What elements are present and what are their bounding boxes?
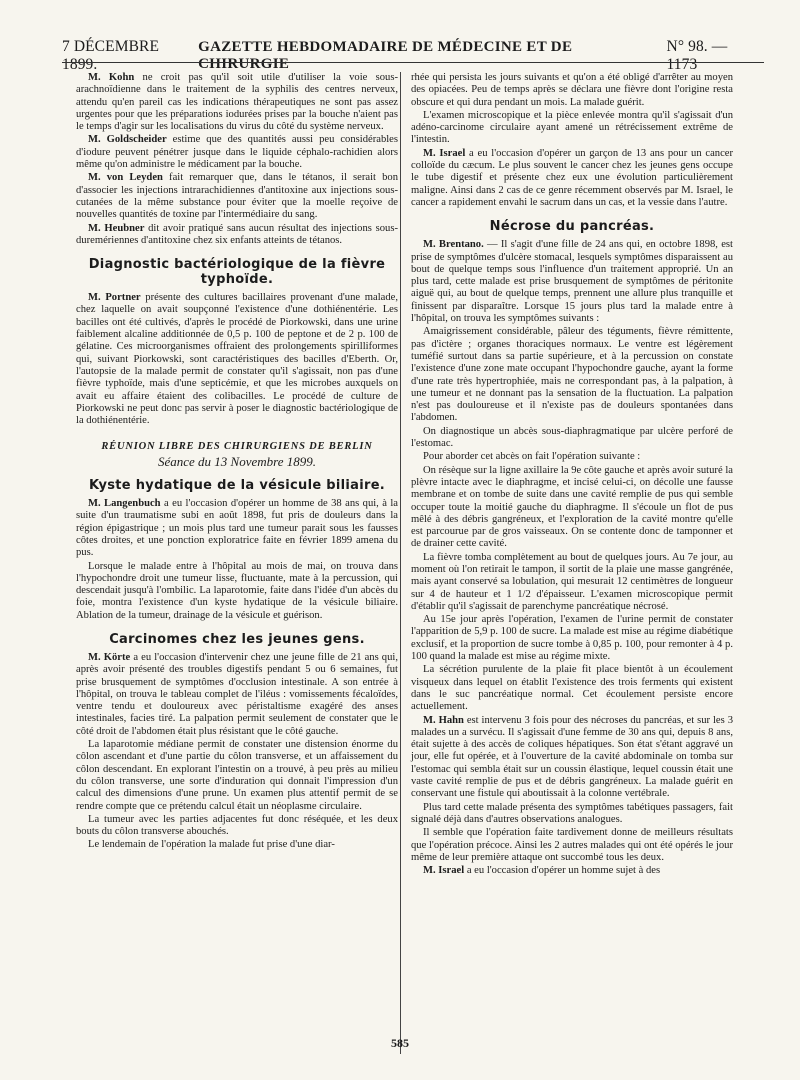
section-heading: Nécrose du pancréas. [489,219,655,235]
paragraph: La tumeur avec les parties adjacentes fut donc réséquée, et les deux bouts du côlon transverse abouchés. [76,813,398,838]
paragraph: Il semble que l'opération faite tardivement donne de meilleurs résultats que l'opération précoce. Ainsi les 2 autres malades qui ont été opérés le jour même de leur première attaque ont succombé tous les deux. [411,827,733,863]
column-divider [400,72,401,1054]
issue-number: N° 98. — 1173 [666,38,728,73]
paragraph: La sécrétion purulente de la plaie fit place bientôt à un écoulement visqueux dans lequel on établit l'existence des trois ferments qui existent dans le suc pancréatique normal. Cet écoulement persiste encore actuellement. [411,664,733,713]
paragraph: M. Hahn est intervenu 3 fois pour des nécroses du pancréas, et sur les 3 malades un a survécu. Il s'agissait d'une femme de 30 ans qui, depuis 8 ans, était sujette à des accès de coliques hépatiques. Son état s'étant aggravé un jour, elle fut opérée, et à l'ouverture de la cavité abdominale on tomba sur l'estomac qui sembla était sur un coussin élastique, lequel coussin était une vaste cavité remplie de pus et de débris gangréneux. La malade guérit en conservant une fistule qui aboutissait à la colonne vertébrale. [411,714,733,800]
right-column [411,72,733,878]
speaker-name: M. Portner [88,292,141,304]
society-heading: RÉUNION LIBRE DES CHIRURGIENS DE BERLIN [101,441,373,453]
speaker-name: M. von Leyden [88,172,163,184]
paragraph: Plus tard cette malade présenta des symptômes tabétiques passagers, fait signalé déjà dans d'autres observations analogues. [411,801,733,825]
paragraph: On diagnostique un abcès sous-diaphragmatique par ulcère perforé de l'estomac. [411,425,733,450]
header-date: 7 DÉCEMBRE 1899. [62,38,160,73]
speaker-name: M. Brentano. [423,239,484,251]
paragraph: Le lendemain de l'opération la malade fut prise d'une diar- [88,839,335,851]
speaker-name: M. Körte [88,651,131,663]
speaker-name: M. Hahn [423,714,464,726]
speaker-name: M. Israel [423,865,465,877]
left-column [76,72,398,853]
journal-title: GAZETTE HEBDOMADAIRE DE MÉDECINE ET DE CHIRURGIE [198,39,573,72]
paragraph: M. Brentano. — Il s'agit d'une fille de 24 ans qui, en octobre 1898, est prise de symptômes d'ulcère stomacal, lesquels symptômes disparaissent au bout de quelque temps sous l'influence d'un traitement approprié. Un an plus tard, cette malade est prise brusquement de symptômes de péritonite aiguë qui, au bout de quelque temps, prennent une allure plus tranquille et finissent par disparaître. Lorsque 15 jours plus tard la malade entre à l'hôpital, on trouva les symptômes suivants : [411,239,733,325]
paragraph: M. Israel a eu l'occasion d'opérer un homme sujet à des [423,865,661,877]
paragraph: M. Goldscheider estime que des quantités aussi peu considérables d'iodure peuvent pénétrer jusque dans le liquide céphalo-rachidien alors même qu'on administre le médicament par la bouche. [76,134,399,171]
session-date: Séance du 13 Novembre 1899. [157,453,316,469]
paragraph: M. Körte a eu l'occasion d'intervenir chez une jeune fille de 21 ans qui, après avoir présenté des troubles digestifs pendant 5 ou 6 semaines, fut prise brusquement de symptômes d'occlusion intestinale. A son entrée à l'hôpital, on trouva le tableau complet de l'iléus : vomissements fécaloïdes, ventre tendu et douloureux avec péristaltisme exagéré des anses intestinales, facies tiré. La palpation permit seulement de constater que le côté droit de l'abdomen était plus résistant que le côté gauche. [76,651,398,737]
paragraph: La fièvre tomba complètement au bout de quelques jours. Au 7e jour, au moment où l'on retirait le tampon, il sortit de la plaie une masse gangrénée, mais ayant conservé sa lobulation, qui mesurait 12 centimètres de longueur sur 4 de hauteur et 1 1/2 d'épaisseur. L'examen microscopique permit d'établir qu'il s'agissait de parenchyme pancréatique nécrosé. [411,551,733,612]
paragraph: M. Israel a eu l'occasion d'opérer un garçon de 13 ans pour un cancer colloïde du cæcum. Le plus souvent le cancer chez les jeunes gens occupe le tube digestif et présente chez eux une évolution particulièrement maligne. Ainsi dans 2 cas de ce genre récemment observés par M. Israel, le cancer a rapidement envahi le sacrum dans un cas, et la vessie dans l'autre. [411,147,733,208]
paragraph: Au 15e jour après l'opération, l'examen de l'urine permit de constater l'apparition de 5,9 p. 100 de sucre. La malade est mise au régime diabétique exclusif, et la proportion de sucre tombe à 0,85 p. 100, pour remonter à 4 p. 100 quand la malade est mise au régime mixte. [411,614,733,663]
paragraph: Amaigrissement considérable, pâleur des téguments, fièvre rémittente, pas d'ictère ; organes thoraciques normaux. Le ventre est légèrement tuméfié surtout dans sa partie supérieure, et à la percussion on constate l'existence d'une zone mate occupant l'hypochondre gauche, ayant la forme d'une rate très hypertrophiée, mais ne correspondant pas, à la palpation, à une tumeur et ne donnant pas la sensation de la fluctuation. La palpation n'est pas douloureuse et il n'existe pas de douleurs spontanées dans l'abdomen. [411,326,733,424]
speaker-name: M. Langenbuch [88,498,161,510]
speaker-name: M. Goldscheider [88,134,167,146]
paragraph: M. Kohn ne croit pas qu'il soit utile d'utiliser la voie sous-arachnoïdienne dans le traitement de la syphilis des centres nerveux, attendu qu'en pareil cas les indications thérapeutiques ne sont pas assez urgentes pour que les préparations iodurées prises par la bouche n'aient pas le temps d'agir sur les localisations du virus du côté du système nerveux. [76,72,398,133]
section-heading: Diagnostic bactériologique de la fièvre typhoïde. [88,257,386,288]
paragraph: M. Langenbuch a eu l'occasion d'opérer un homme de 38 ans qui, à la suite d'un traumatisme subi en août 1898, fut pris de douleurs dans la région épigastrique ; un mois plus tard une tumeur parait sous les fausses côtes droites, et une ponction exploratrice faite en février 1899 amena du pus. [76,498,398,559]
section-heading: Kyste hydatique de la vésicule biliaire. [88,478,386,494]
header-rule [62,62,764,63]
paragraph: Pour aborder cet abcès on fait l'opération suivante : [423,451,641,463]
running-header [62,38,762,73]
speaker-name: M. Israel [423,147,466,159]
paragraph: Lorsque le malade entre à l'hôpital au mois de mai, on trouva dans l'hypochondre droit une tumeur lisse, fluctuante, mate à la percussion, qui descendait jusqu'à l'ombilic. La laparotomie, faite dans l'idée d'un abcès du foie, montra l'existence d'un kyste hydatique de la vésicule biliaire. Ablation de la tumeur, drainage de la vésicule et guérison. [76,560,398,621]
speaker-name: M. Heubner [88,222,145,234]
paragraph: rhée qui persista les jours suivants et qu'on a été obligé d'arrêter au moyen des opiacées. Peu de temps après se déclara une fièvre dont l'origine resta obscure et qui dura pendant un mois. La malade guérit. [411,72,733,108]
paragraph: M. Heubner dit avoir pratiqué sans aucun résultat des injections sous-duremériennes d'antitoxine chez six enfants atteints de tétanos. [76,222,398,246]
speaker-name: M. Kohn [88,72,135,83]
section-heading: Carcinomes chez les jeunes gens. [109,631,365,647]
paragraph: On résèque sur la ligne axillaire la 9e côte gauche et après avoir suturé la plèvre intacte avec le diaphragme, et incisé celui-ci, on décolle une fausse membrane et on tombe de suite dans une cavité remplie de pus qui semble occuper toute la moitié gauche du diaphragme. Il s'écoule un flot de pus mêlé à des débris gangréneux, et l'exploration de la cavité montre qu'elle est parcourue par de gros vaisseaux. On se contente donc de tamponner et de drainer cette cavité. [411,464,733,550]
paragraph: L'examen microscopique et la pièce enlevée montra qu'il s'agissait d'un adéno-carcinome circulaire ayant amené un rétrécissement extrême de l'intestin. [411,109,733,146]
paragraph: La laparotomie médiane permit de constater une distension énorme du côlon ascendant et d'une partie du côlon transverse, et un affaissement du côlon descendant. En explorant l'intestin on a trouvé, à peu près au milieu du côlon transverse, une sorte d'induration qui donnait l'impression d'un calcul des dimensions d'une prune. Un examen plus attentif permit de se rendre compte que ce prétendu calcul était un néoplasme circulaire. [76,739,398,812]
paragraph: M. von Leyden fait remarquer que, dans le tétanos, il serait bon d'associer les injections intrarachidiennes d'antitoxine aux injections sous-cutanées de la même substance pour éviter que la moelle reçoive de nouvelles quantités de toxine par l'intermédiaire du sang. [76,172,398,221]
page-number: 585 [391,1036,409,1050]
paragraph: M. Portner présente des cultures bacillaires provenant d'une malade, chez laquelle on avait soupçonné l'existence d'une dothiénentérie. Les bacilles ont été cultivés, d'après le procédé de Piorkowski, dans une urine faiblement alcaline additionnée de 0,5 p. 100 de peptone et de 2 p. 100 de gélatine. Ces microorganismes offraient des prolongements spirilliformes qui, suivant Piorkowski, sont caractéristiques des bacilles d'Eberth. Or, l'autopsie de la malade permit de constater qu'il s'agissait, non pas d'une fièvre typhoïde, mais d'une septicémie, et que les microbes auxquels on avait eu affaire étaient des colibacilles. Le procédé de culture de Piorkowski ne peut donc pas servir à poser le diagnostic bactériologique de la dothiénentérie. [76,292,398,427]
